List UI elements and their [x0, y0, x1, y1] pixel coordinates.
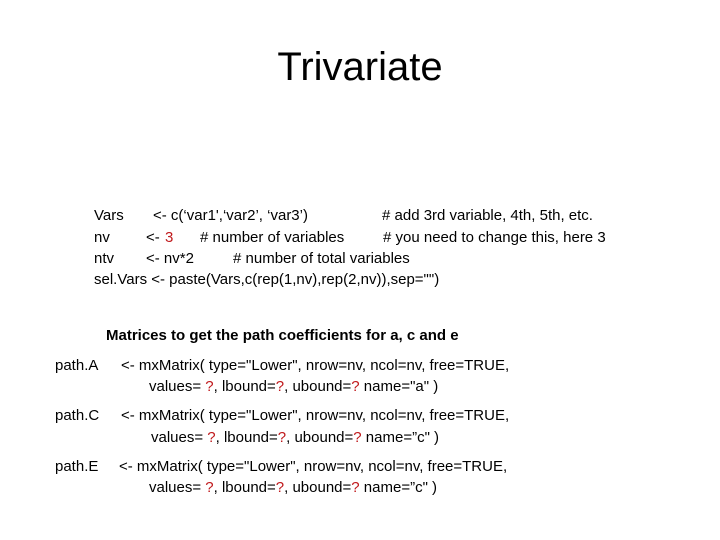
name-text: name="a" ): [359, 378, 439, 395]
path-a-values-line: [149, 377, 438, 397]
values-prefix: values=: [151, 429, 208, 446]
path-e-matrix-line: <- mxMatrix( type="Lower", nrow=nv, ncol=nv, free=TRUE,: [119, 458, 508, 475]
values-placeholder: ?: [205, 479, 214, 496]
lbound-placeholder: ?: [277, 429, 287, 446]
values-prefix: values=: [149, 378, 206, 395]
ntv-assignment: <- nv*2: [146, 250, 194, 267]
name-text: name=”c" ): [359, 479, 438, 496]
lbound-text: , lbound=: [215, 429, 278, 446]
values-placeholder: ?: [205, 378, 214, 395]
vars-comment: # add 3rd variable, 4th, 5th, etc.: [382, 207, 593, 224]
path-a-matrix-line: <- mxMatrix( type="Lower", nrow=nv, ncol=nv, free=TRUE,: [121, 357, 510, 374]
lbound-placeholder: ?: [275, 479, 285, 496]
path-a-label: path.A: [55, 357, 99, 374]
path-c-values-line: [151, 428, 439, 448]
values-placeholder: ?: [207, 429, 216, 446]
nv-value: 3: [165, 229, 174, 246]
ubound-text: , ubound=: [286, 429, 354, 446]
lbound-text: , lbound=: [213, 378, 276, 395]
selvars-line: sel.Vars <- paste(Vars,c(rep(1,nv),rep(2,nv)),sep=""): [94, 271, 440, 288]
ubound-placeholder: ?: [351, 479, 360, 496]
vars-assignment: <- c(‘var1',‘var2’, ‘var3’): [153, 207, 308, 224]
values-prefix: values=: [149, 479, 206, 496]
ubound-placeholder: ?: [351, 378, 360, 395]
name-text: name=”c" ): [361, 429, 440, 446]
matrices-heading: Matrices to get the path coefficients for a, c and e: [106, 327, 459, 344]
nv-comment: # number of variables: [200, 229, 345, 246]
ubound-placeholder: ?: [353, 429, 362, 446]
ubound-text: , ubound=: [284, 479, 352, 496]
nv-change-comment: # you need to change this, here 3: [383, 229, 606, 246]
ntv-label: ntv: [94, 250, 115, 267]
path-c-matrix-line: <- mxMatrix( type="Lower", nrow=nv, ncol=nv, free=TRUE,: [121, 407, 510, 424]
path-e-values-line: [149, 478, 437, 498]
ntv-comment: # number of total variables: [233, 250, 410, 267]
path-c-label: path.C: [55, 407, 100, 424]
nv-label: nv: [94, 229, 110, 246]
nv-arrow: <-: [146, 229, 164, 246]
vars-label: Vars: [94, 207, 124, 224]
ubound-text: , ubound=: [284, 378, 352, 395]
lbound-text: , lbound=: [213, 479, 276, 496]
slide-title: Trivariate: [277, 45, 443, 89]
lbound-placeholder: ?: [275, 378, 285, 395]
path-e-label: path.E: [55, 458, 99, 475]
